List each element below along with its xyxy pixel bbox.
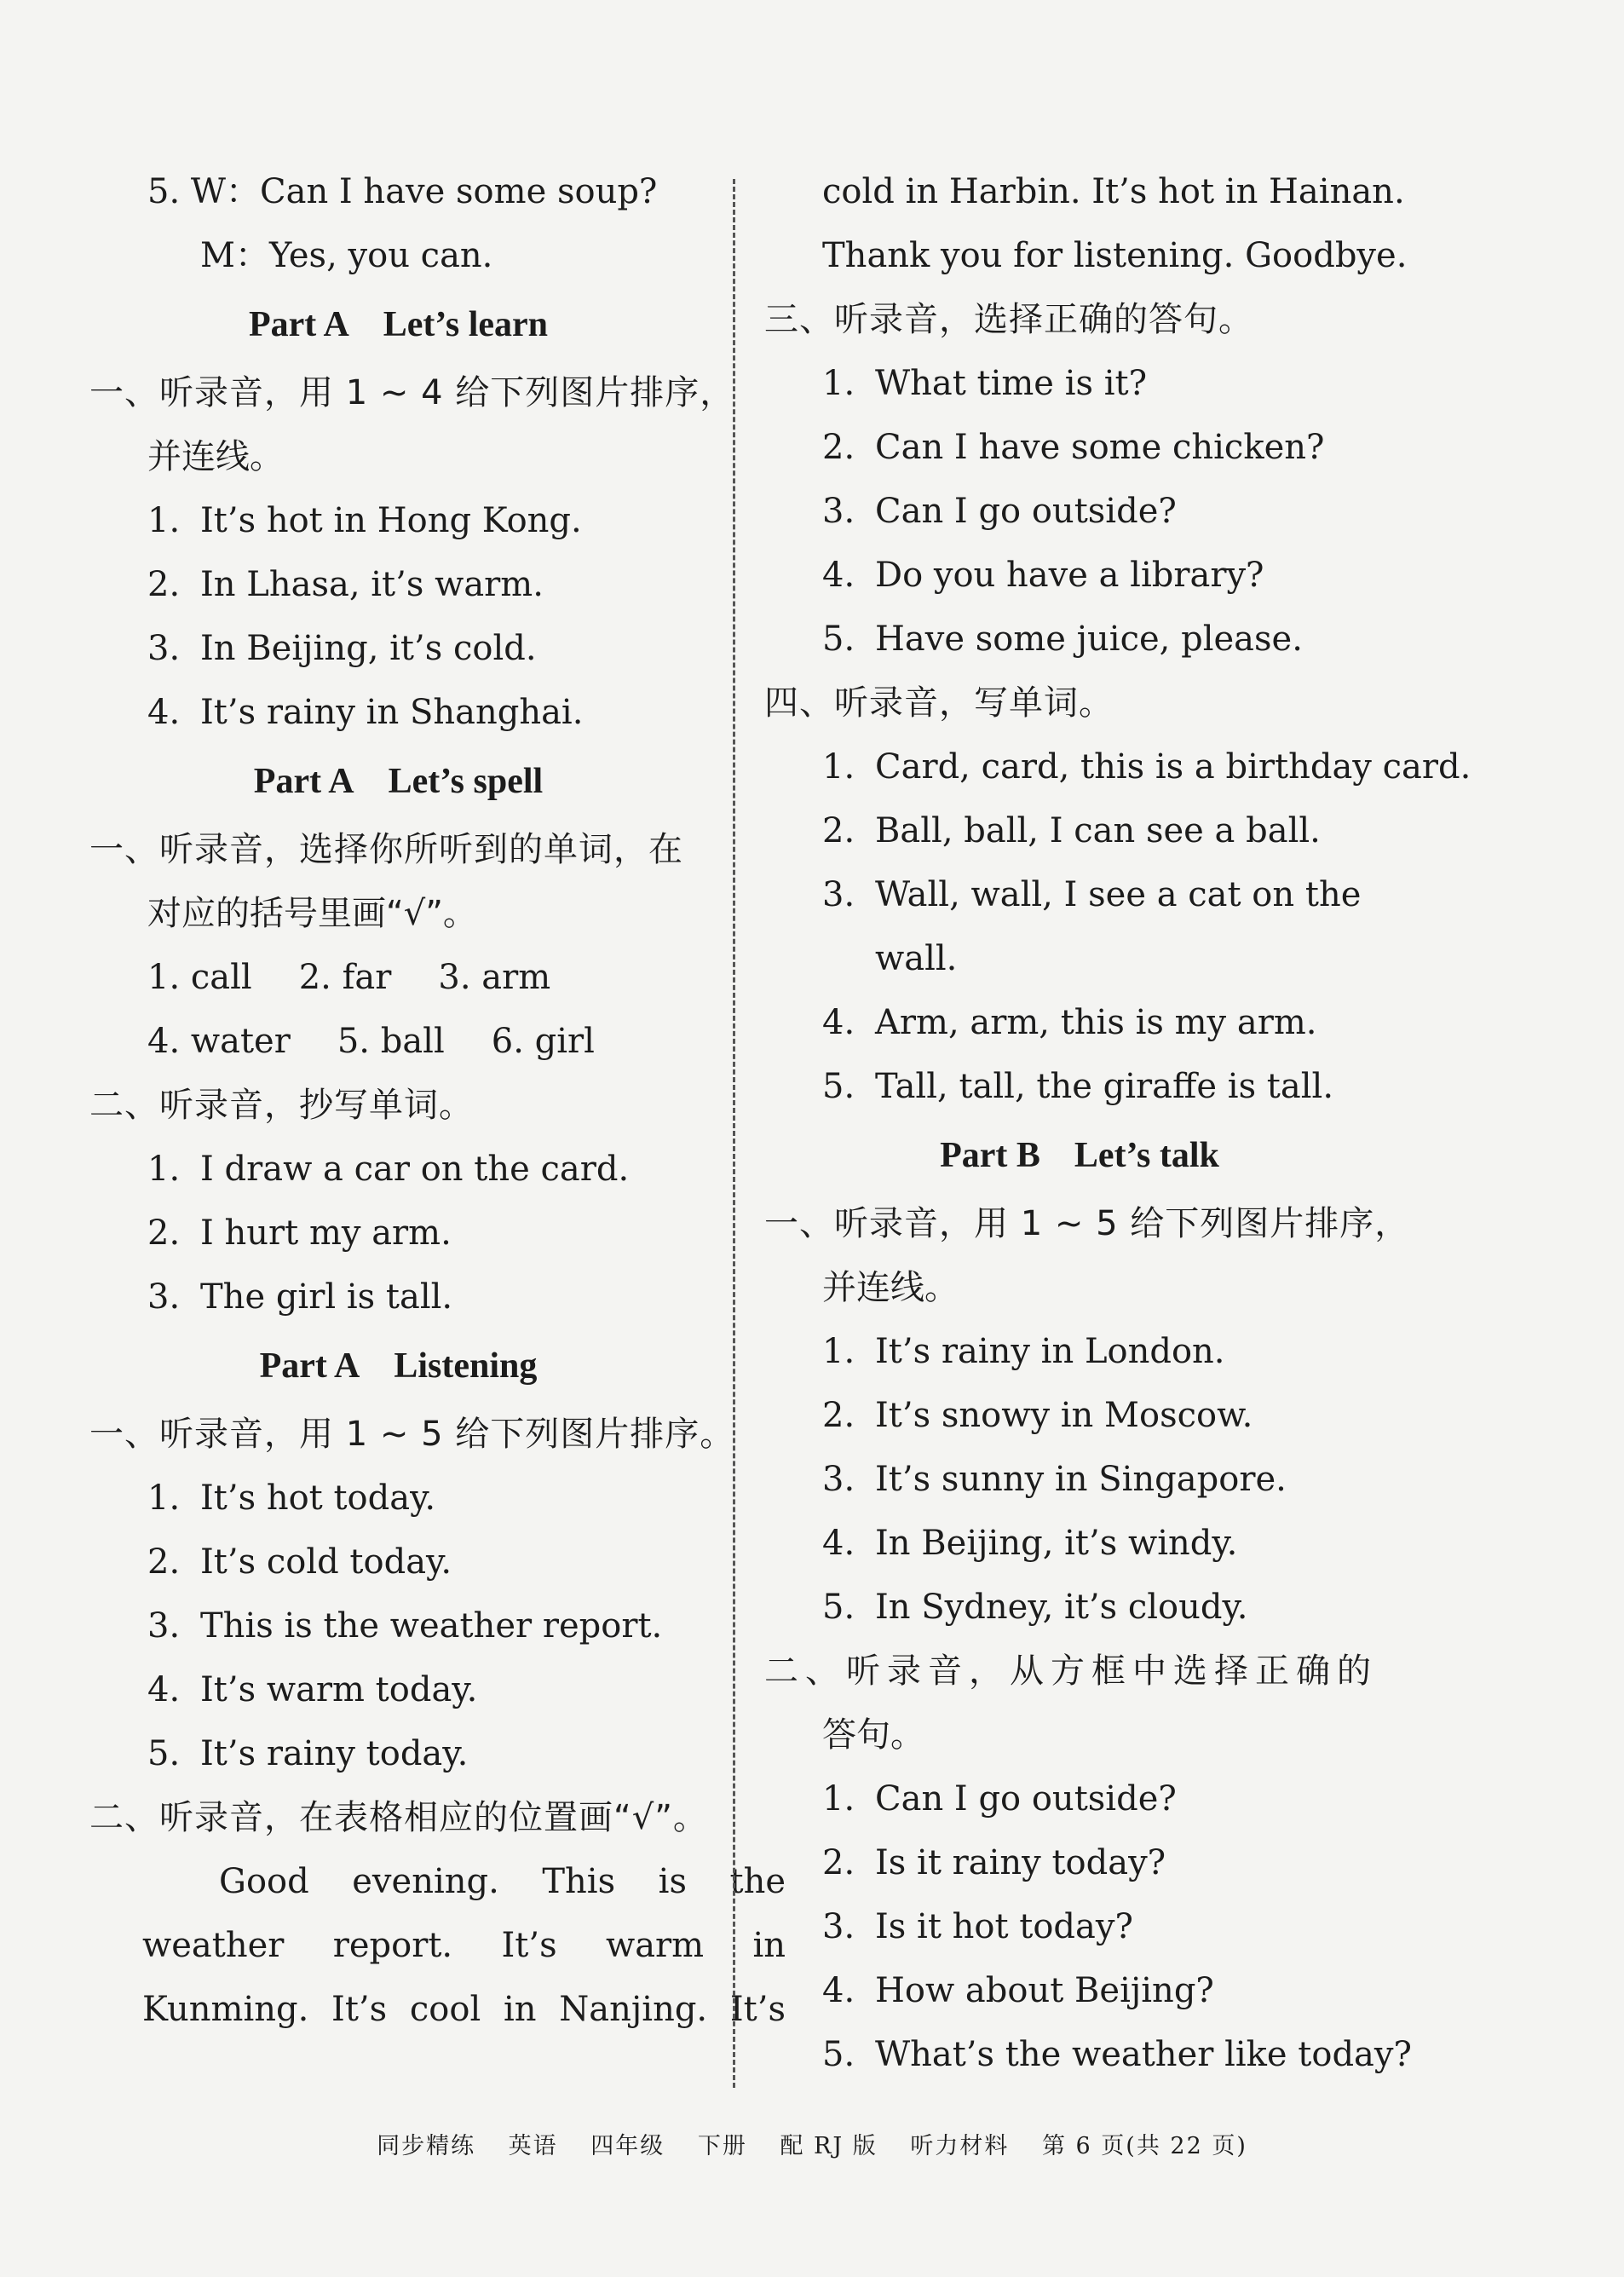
list-item: 1. Can I go outside? (822, 1779, 1177, 1819)
right-column (764, 160, 1471, 2087)
list-item: 1. I draw a car on the card. (147, 1150, 630, 1189)
dialogue-line: M：Yes, you can. (200, 236, 493, 275)
section-heading: Part B Let’s talk (940, 1136, 1219, 1175)
list-item: 4. In Beijing, it’s windy. (822, 1524, 1238, 1563)
question-title-cont: 对应的括号里画“√”。 (147, 894, 477, 933)
footer-volume: 下册 (697, 2133, 747, 2159)
list-item-cont: wall. (875, 939, 958, 978)
list-item: 2. Is it rainy today? (822, 1843, 1166, 1882)
column-divider (733, 179, 735, 2088)
list-item: 5. In Sydney, it’s cloudy. (822, 1588, 1248, 1627)
section-heading: Part A Listening (259, 1346, 538, 1386)
left-column (89, 160, 786, 2042)
list-item: 3. Can I go outside? (822, 492, 1177, 531)
list-item: 1. It’s hot today. (147, 1479, 436, 1518)
list-item: 4. Do you have a library? (822, 556, 1264, 595)
list-item: 5. What’s the weather like today? (822, 2035, 1412, 2074)
list-item: 2. In Lhasa, it’s warm. (147, 565, 544, 604)
list-item: 3. In Beijing, it’s cold. (147, 629, 537, 668)
word-row: 1. call 2. far 3. arm (147, 958, 551, 997)
footer-edition: 配 RJ 版 (780, 2133, 878, 2159)
section-heading: Part A Let’s spell (253, 762, 544, 801)
list-item: 3. The girl is tall. (147, 1277, 453, 1317)
footer-material: 听力材料 (910, 2133, 1010, 2159)
word-row: 4. water 5. ball 6. girl (147, 1022, 595, 1061)
paragraph-line: Good evening. This is the (219, 1862, 786, 1901)
page-footer (0, 2127, 1624, 2160)
list-item: 1. It’s rainy in London. (822, 1332, 1225, 1371)
list-item: 4. It’s warm today. (147, 1670, 478, 1709)
list-item: 2. It’s snowy in Moscow. (822, 1396, 1253, 1435)
question-title: 二、听录音，抄写单词。 (89, 1086, 474, 1125)
question-title: 一、听录音，选择你所听到的单词，在 (89, 830, 683, 869)
question-title: 三、听录音，选择正确的答句。 (764, 300, 1253, 339)
list-item: 5. Tall, tall, the giraffe is tall. (822, 1067, 1334, 1106)
list-item: 5. It’s rainy today. (147, 1734, 469, 1773)
paragraph-line: Thank you for listening. Goodbye. (822, 236, 1408, 275)
list-item: 2. Can I have some chicken? (822, 428, 1325, 467)
list-item: 1. Card, card, this is a birthday card. (822, 747, 1471, 787)
list-item: 4. It’s rainy in Shanghai. (147, 693, 584, 732)
question-title-cont: 答句。 (822, 1715, 924, 1755)
paragraph-line: weather report. It’s warm in (142, 1926, 786, 1965)
footer-series: 同步精练 (377, 2133, 476, 2159)
list-item: 2. Ball, ball, I can see a ball. (822, 811, 1321, 850)
question-title-cont: 并连线。 (822, 1268, 959, 1307)
question-title: 二、听录音，在表格相应的位置画“√”。 (89, 1798, 708, 1837)
list-item: 5. Have some juice, please. (822, 620, 1303, 659)
footer-subject: 英语 (508, 2133, 558, 2159)
list-item: 1. It’s hot in Hong Kong. (147, 501, 582, 540)
section-heading: Part A Let’s learn (248, 305, 549, 344)
list-item: 1. What time is it? (822, 364, 1148, 403)
list-item: 4. Arm, arm, this is my arm. (822, 1003, 1317, 1042)
list-item: 2. It’s cold today. (147, 1542, 452, 1582)
list-item: 3. Wall, wall, I see a cat on the (822, 875, 1362, 914)
list-item: 2. I hurt my arm. (147, 1213, 452, 1253)
list-item: 3. Is it hot today? (822, 1907, 1133, 1946)
question-title: 四、听录音，写单词。 (764, 683, 1114, 723)
list-item: 3. This is the weather report. (147, 1606, 663, 1646)
list-item: 3. It’s sunny in Singapore. (822, 1460, 1287, 1499)
dialogue-line: 5. W：Can I have some soup? (147, 172, 658, 211)
footer-grade: 四年级 (590, 2133, 665, 2159)
question-title: 一、听录音，用 1 ~ 4 给下列图片排序， (89, 373, 735, 412)
footer-page-number: 第 6 页(共 22 页) (1041, 2133, 1247, 2159)
question-title: 一、听录音，用 1 ~ 5 给下列图片排序， (764, 1204, 1410, 1243)
paragraph-line: Kunming. It’s cool in Nanjing. It’s (142, 1990, 786, 2029)
paragraph-line: cold in Harbin. It’s hot in Hainan. (822, 172, 1405, 211)
question-title: 一、听录音，用 1 ~ 5 给下列图片排序。 (89, 1415, 735, 1454)
question-title: 二、听录音，从方框中选择正确的 (764, 1652, 1378, 1691)
list-item: 4. How about Beijing? (822, 1971, 1214, 2010)
question-title-cont: 并连线。 (147, 437, 284, 476)
